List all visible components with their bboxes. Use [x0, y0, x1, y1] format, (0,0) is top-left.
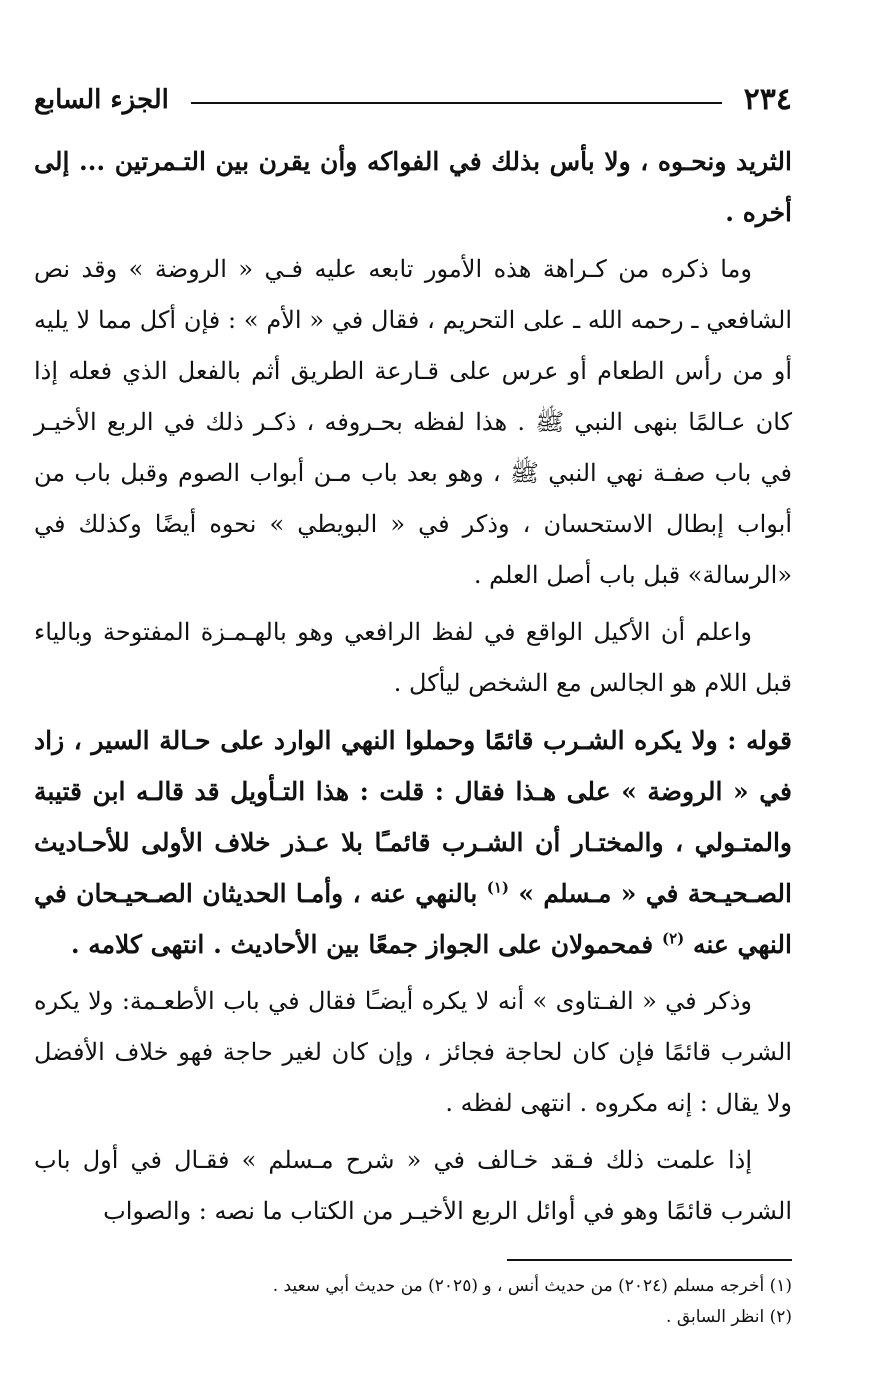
paragraph: واعلم أن الأكيل الواقع في لفظ الرافعي وهو بالهـمـزة المفتوحة وبالياء قبل اللام هو الجالس مع الشخص ليأكل .	[34, 618, 792, 697]
paragraph: إذا علمت ذلك فـقد خـالف في « شرح مـسلم » فقـال في أول باب الشرب قائمًا وهو في أوائل الربع الأخيـر من الكتاب ما نصه : والصواب	[34, 1146, 792, 1225]
footnote-1: (١) أخرجه مسلم (٢٠٢٤) من حديث أنس ، و (٢٠٢٥) من حديث أبي سعيد .	[272, 1276, 792, 1296]
quoted-statement	[34, 715, 792, 970]
body-text	[34, 136, 792, 1237]
footnote-ref-2: (٢)	[661, 929, 685, 948]
footnote-2: (٢) انظر السابق .	[666, 1307, 792, 1327]
header-rule	[191, 102, 722, 104]
footnotes	[34, 1271, 792, 1333]
book-page	[34, 72, 792, 1352]
page-header	[34, 72, 792, 128]
statement-text: فمحمولان على الجواز جمعًا بين الأحاديث . انتهى كلامه .	[70, 930, 654, 959]
footnote-separator	[507, 1259, 792, 1261]
footnote-ref-1: (١)	[486, 878, 510, 897]
statement-text: بالنهي عنه ، وأمـا الحديثان الصـحيـحان في النهي عنه	[34, 879, 792, 959]
statement-text: قوله : ولا يكره الشـرب قائمًا وحملوا النهي الوارد على حـالة السير ، زاد في « الروضة » على هـذا فقال : قلت : هذا التـأويل قد قالـه ابن قتيبة والمتـولي ، والمختـار أن الشـرب قائمـًا بلا عـذر خلاف الأولى للأحـاديث الصـحيـحة في « مـسلم »	[34, 726, 792, 908]
paragraph: وذكر في « الفـتاوى » أنه لا يكره أيضـًا فقال في باب الأطعـمة: ولا يكره الشرب قائمًا فإن كان لحاجة فجائز ، وإن كان لغير حاجة فهو خلاف الأفضل ولا يقال : إنه مكروه . انتهى لفظه .	[34, 987, 792, 1117]
page-number: ٢٣٤	[743, 82, 792, 117]
running-title: الجزء السابع	[34, 85, 169, 115]
paragraph-continuation: الثريد ونحـوه ، ولا بأس بذلك في الفواكه وأن يقرن بين التـمرتين ... إلى أخره .	[34, 147, 792, 227]
paragraph: وما ذكره من كـراهة هذه الأمور تابعه عليه فـي « الروضة » وقد نص الشافعي ـ رحمه الله ـ على التحريم ، فقال في « الأم » : فإن أكل مما لا يليه أو من رأس الطعام أو عرس على قـارعة الطريق أثم بالفعل الذي فعله إذا كان عـالمًا بنهى النبي ﷺ . هذا لفظه بحـروفه ، ذكـر ذلك في الربع الأخيـر في باب صفـة نهي النبي ﷺ ، وهو بعد باب مـن أبواب الصوم وقبل باب من أبواب إبطال الاستحسان ، وذكر في « البويطي » نحوه أيضًا وكذلك في «الرسالة» قبل باب أصل العلم .	[34, 255, 792, 589]
